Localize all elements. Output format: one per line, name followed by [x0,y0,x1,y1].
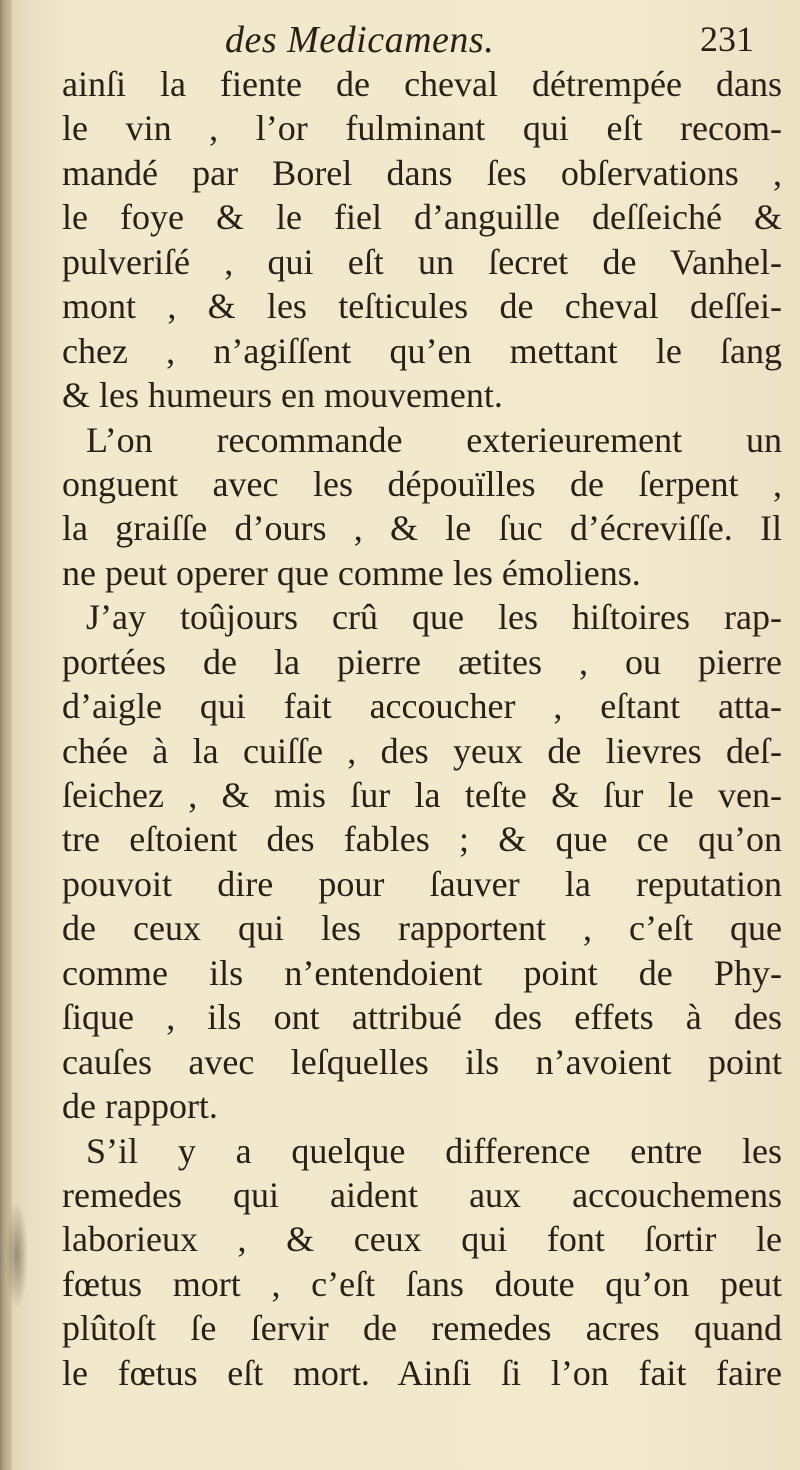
text-line: remedes qui aident aux accouchemens [62,1174,782,1215]
text-line: mandé par Borel dans ſes obſervations , [62,152,782,193]
text-line: portées de la pierre ætites , ou pierre [62,641,782,682]
text-line: ſeichez , & mis ſur la teſte & ſur le ven- [62,775,782,815]
text-line: pulveriſé , qui eſt un ſecret de Vanhel- [62,241,782,282]
text-line: le vin , l’or fulminant qui eſt recom- [62,108,782,149]
text-line: plûtoſt ſe ſervir de remedes acres quand [62,1308,782,1349]
text-line: le fœtus eſt mort. Ainſi ſi l’on fait faire [62,1352,782,1393]
text-line: ainſi la fiente de cheval détrempée dans [62,64,782,104]
running-head: des Medicamens. [225,19,495,61]
text-line: laborieux , & ceux qui font ſortir le [62,1219,782,1260]
text-line: J’ay toûjours crû que les hiſtoires rap- [86,597,782,638]
text-line: chez , n’agiſſent qu’en mettant le ſang [62,330,782,371]
text-line: la graiſſe d’ours , & le ſuc d’écreviſſe. Il [62,508,782,549]
page-number: 231 [700,19,754,59]
text-line: mont , & les teſticules de cheval deſſei- [62,286,782,327]
text-line: S’il y a quelque difference entre les [86,1130,782,1171]
text-line: ſique , ils ont attribué des effets à des [62,997,782,1038]
text-line: onguent avec les dépouïlles de ſerpent , [62,463,782,504]
text-line: de ceux qui les rapportent , c’eſt que [62,908,782,949]
body-text [62,62,782,1395]
text-line: ne peut operer que comme les émoliens. [62,552,641,593]
text-line: le foye & le fiel d’anguille deſſeiché & [62,197,782,238]
text-line: fœtus mort , c’eſt ſans doute qu’on peut [62,1263,782,1304]
text-line: L’on recommande exterieurement un [86,419,782,460]
text-line: & les humeurs en mouvement. [62,375,503,416]
text-line: tre eſtoient des fables ; & que ce qu’on [62,819,782,860]
text-line: pouvoit dire pour ſauver la reputation [62,863,782,904]
text-line: cauſes avec leſquelles ils n’avoient point [62,1041,782,1082]
text-line: d’aigle qui fait accoucher , eſtant atta- [62,686,782,727]
text-line: de rapport. [62,1086,218,1127]
text-line: comme ils n’entendoient point de Phy- [62,952,782,993]
text-line: chée à la cuiſſe , des yeux de lievres deſ- [62,730,782,771]
page-smudge [6,1200,28,1310]
